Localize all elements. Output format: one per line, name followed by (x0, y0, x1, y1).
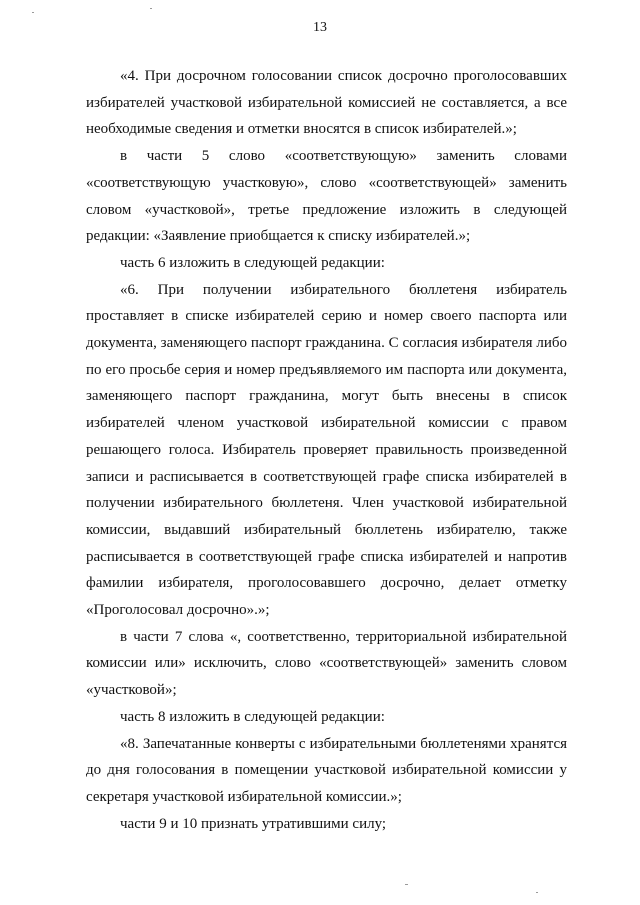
scan-speck (536, 892, 538, 893)
paragraph-part-6-text: «6. При получении избирательного бюллетеня избиратель проставляет в списке избирателей серию и номер своего паспорта или документа, заменяющего паспорт гражданина. С согласия избирателя либо по его просьбе серия и номер предъявляемого им паспорта или документа, заменяющего паспорт гражданина, могут быть внесены в список избирателей членом участковой избирательной комиссии с правом решающего голоса. Избиратель проверяет правильность произведенной записи и расписывается в соответствующей графе списка избирателей в получении избирательного бюллетеня. Член участковой избирательной комиссии, выдавший избирательный бюллетень избирателю, также расписывается в соответствующей графе списка избирателей и напротив фамилии избирателя, проголосовавшего досрочно, делает отметку «Проголосовал досрочно».»; (86, 281, 567, 619)
scan-speck (405, 884, 408, 885)
paragraph-part-8-intro: часть 8 изложить в следующей редакции: (120, 708, 385, 725)
paragraph-part-6-intro: часть 6 изложить в следующей редакции: (120, 254, 385, 271)
paragraph-part-5-amendment: в части 5 слово «соответствующую» заменить словами «соответствующую участковую», слово «соответствующей» заменить словом «участковой», третье предложение изложить в следующей редакции: «Заявление приобщается к списку избирателей.»; (86, 148, 567, 245)
paragraph-part-7-amendment: в части 7 слова «, соответственно, территориальной избирательной комиссии или» исключить, слово «соответствующей» заменить словом «участковой»; (86, 628, 567, 699)
page-number: 13 (313, 20, 327, 35)
paragraph-part-8-text: «8. Запечатанные конверты с избирательными бюллетенями хранятся до дня голосования в помещении участковой избирательной комиссии у секретаря участковой избирательной комиссии.»; (86, 735, 567, 805)
scan-speck (32, 12, 34, 13)
scan-speck (150, 8, 152, 9)
paragraph-parts-9-10-repeal: части 9 и 10 признать утратившими силу; (120, 815, 387, 832)
document-body (86, 63, 567, 837)
paragraph-part-4-text: «4. При досрочном голосовании список досрочно проголосовавших избирателей участковой избирательной комиссией не составляется, а все необходимые сведения и отметки вносятся в список избирателей.»; (86, 68, 567, 138)
